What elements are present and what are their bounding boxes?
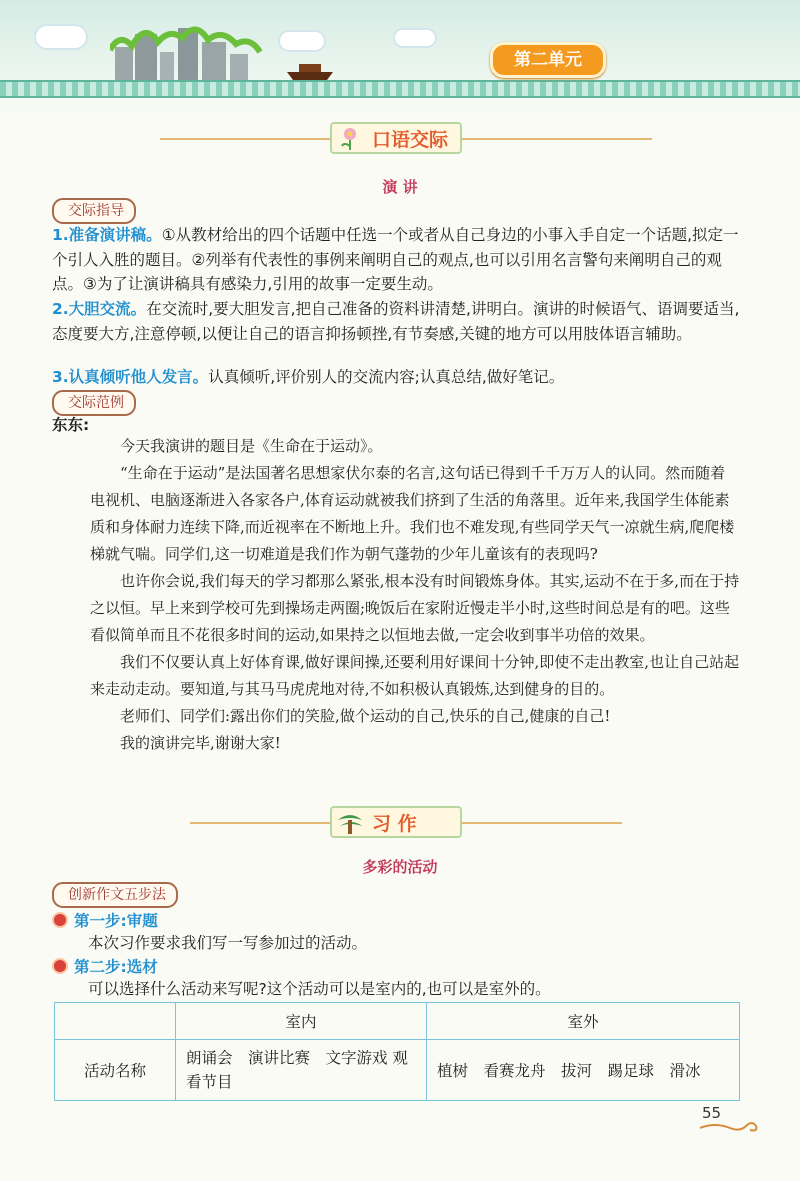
- step-label: 第一步:审题: [74, 912, 158, 930]
- page-number: 55: [702, 1104, 722, 1122]
- speech-paragraph: “生命在于运动”是法国著名思想家伏尔泰的名言,这句话已得到千千万万人的认同。然而随着电视机、电脑逐渐进入各家各户,体育运动就被我们挤到了生活的角落里。近年来,我国学生体能素质和身体耐力连续下降,而近视率在不断地上升。我们也不难发现,有些同学天气一凉就生病,爬爬楼梯就气喘。同学们,这一切难道是我们作为朝气蓬勃的少年儿童该有的表现吗?: [90, 464, 735, 563]
- lesson-title: 多彩的活动: [362, 858, 438, 876]
- step-heading: [52, 909, 158, 931]
- guide-item: [52, 365, 752, 390]
- speech-paragraph: 今天我演讲的题目是《生命在于运动》。: [120, 437, 383, 455]
- table-header: 室外: [427, 1003, 740, 1040]
- method-tag: 创新作文五步法: [52, 882, 178, 908]
- guide-item: [52, 297, 752, 346]
- guide-item-lead: 2.大胆交流。: [52, 300, 147, 318]
- section-badge-oral: [330, 122, 462, 154]
- table-cell-indoor: 朗诵会 演讲比赛 文字游戏 观看节目: [176, 1040, 427, 1101]
- bullet-icon: [52, 912, 68, 928]
- speaker-name: 东东:: [52, 416, 90, 434]
- table-cell: [55, 1003, 176, 1040]
- section-header-writing: [0, 802, 800, 842]
- table-row: [55, 1040, 740, 1101]
- divider-line: [462, 138, 652, 140]
- decorative-rail: [0, 80, 800, 98]
- step-text: 可以选择什么活动来写呢?这个活动可以是室内的,也可以是室外的。: [88, 980, 551, 998]
- guide-item-lead: 3.认真倾听他人发言。: [52, 368, 209, 386]
- step-heading: [52, 955, 158, 977]
- bullet-icon: [52, 958, 68, 974]
- section-badge-writing: [330, 806, 462, 838]
- divider-line: [160, 138, 330, 140]
- table-cell-outdoor: 植树 看赛龙舟 拔河 踢足球 滑冰: [427, 1040, 740, 1101]
- divider-line: [462, 822, 622, 824]
- pine-tree-icon: [336, 810, 364, 836]
- guide-item-lead: 1.准备演讲稿。: [52, 226, 162, 244]
- header-banner: [0, 0, 800, 112]
- step-text: 本次习作要求我们写一写参加过的活动。: [88, 934, 368, 952]
- divider-line: [190, 822, 330, 824]
- example-tag: 交际范例: [52, 390, 136, 416]
- guide-item: [52, 223, 752, 297]
- flower-icon: [336, 126, 364, 152]
- section-badge-label: 口语交际: [372, 129, 449, 151]
- step-label: 第二步:选材: [74, 958, 158, 976]
- guide-item-text: 认真倾听,评价别人的交流内容;认真总结,做好笔记。: [208, 368, 565, 386]
- speech-paragraph: 我的演讲完毕,谢谢大家!: [120, 734, 281, 752]
- table-row-label: 活动名称: [55, 1040, 176, 1101]
- speech-paragraph: 老师们、同学们:露出你们的笑脸,做个运动的自己,快乐的自己,健康的自己!: [120, 707, 611, 725]
- guide-tag: 交际指导: [52, 198, 136, 224]
- example-speech: [90, 433, 740, 757]
- speech-paragraph: 我们不仅要认真上好体育课,做好课间操,还要利用好课间十分钟,即使不走出教室,也让自己站起来走动走动。要知道,与其马马虎虎地对待,不如积极认真锻炼,达到健身的目的。: [90, 653, 740, 698]
- guide-item-text: ①从教材给出的四个话题中任选一个或者从自己身边的小事入手自定一个话题,拟定一个引人入胜的题目。②列举有代表性的事例来阐明自己的观点,也可以引用名言警句来阐明自己的观点。③为了让演讲稿具有感染力,引用的故事一定要生动。: [52, 226, 739, 293]
- cloud-decoration: [395, 30, 435, 46]
- table-header: 室内: [176, 1003, 427, 1040]
- table-row: [55, 1003, 740, 1040]
- activity-table: [54, 1002, 740, 1101]
- unit-tab: 第二单元: [490, 42, 606, 78]
- city-skyline-icon: [110, 22, 270, 82]
- section-header-oral: [0, 118, 800, 158]
- cloud-decoration: [280, 32, 324, 50]
- speech-paragraph: 也许你会说,我们每天的学习都那么紧张,根本没有时间锻炼身体。其实,运动不在于多,而在于持之以恒。早上来到学校可先到操场走两圈;晚饭后在家附近慢走半小时,这些时间总是有的吧。这些看似简单而且不花很多时间的运动,如果持之以恒地去做,一定会收到事半功倍的效果。: [90, 572, 740, 644]
- boat-icon: [285, 62, 335, 82]
- lesson-title: 演 讲: [382, 178, 418, 196]
- cloud-decoration: [36, 26, 86, 48]
- section-badge-label: 习 作: [372, 813, 417, 835]
- guide-item-text: 在交流时,要大胆发言,把自己准备的资料讲清楚,讲明白。演讲的时候语气、语调要适当,态度要大方,注意停顿,以便让自己的语言抑扬顿挫,有节奏感,关键的地方可以用肢体语言辅助。: [52, 300, 740, 343]
- swirl-ornament-icon: [700, 1120, 760, 1134]
